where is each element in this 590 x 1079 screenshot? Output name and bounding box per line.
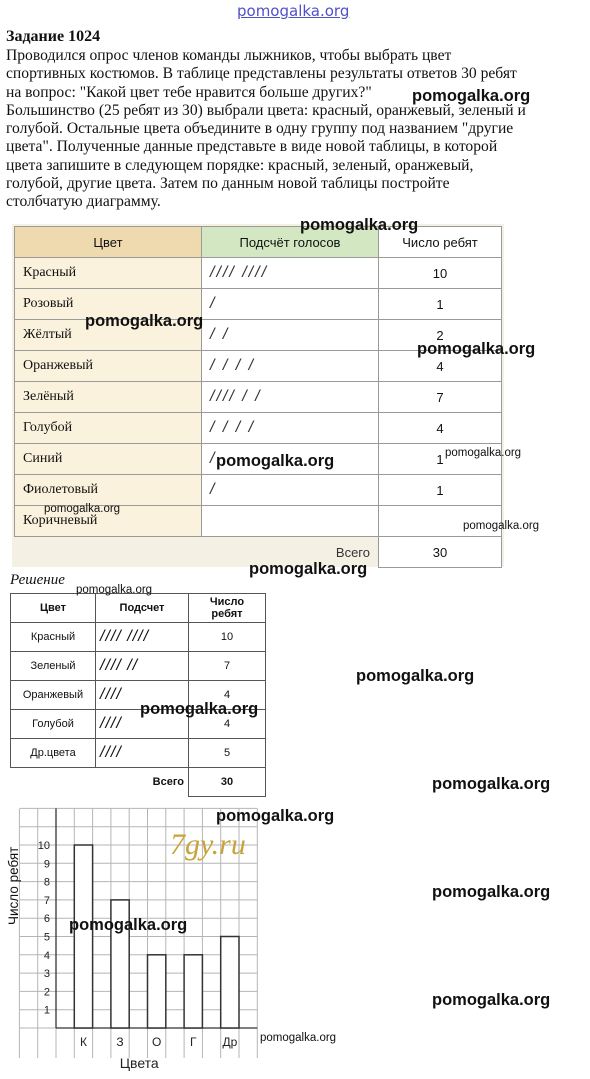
watermark: pomogalka.org	[432, 775, 551, 793]
row-tally: / /	[202, 320, 379, 351]
row-tally: ////	[96, 710, 189, 739]
row-count: 1	[379, 475, 502, 506]
watermark-small: pomogalka.org	[463, 520, 540, 532]
watermark: pomogalka.org	[356, 667, 475, 685]
table-row	[15, 258, 502, 289]
chart-xlabel: Цвета	[119, 1055, 159, 1071]
row-color: Красный	[11, 623, 96, 652]
x-tick-label: Г	[190, 1035, 197, 1049]
y-tick-label: 4	[43, 949, 50, 962]
bar	[148, 955, 166, 1028]
table-row	[11, 623, 266, 652]
watermark: pomogalka.org	[140, 700, 259, 718]
task-title: Задание 1024	[6, 28, 101, 45]
watermark: pomogalka.org	[417, 340, 536, 358]
row-count: 7	[189, 652, 266, 681]
header-tally: Подсчет	[96, 594, 189, 623]
row-color: Др.цвета	[11, 739, 96, 768]
x-tick-label: К	[79, 1035, 87, 1049]
watermark: pomogalka.org	[249, 560, 368, 578]
watermark: pomogalka.org	[412, 87, 531, 105]
chart-ylabel: Число ребят	[6, 846, 21, 925]
total-value: 30	[189, 768, 266, 797]
row-color: Розовый	[15, 289, 202, 320]
7gy-logo: 7gy.ru	[170, 828, 246, 861]
table-header-row	[15, 227, 502, 258]
x-tick-label: О	[151, 1035, 162, 1049]
total-label: Всего	[152, 776, 184, 789]
row-tally: /	[202, 444, 379, 475]
row-tally: / / / /	[202, 351, 379, 382]
row-count: 4	[189, 710, 266, 739]
y-tick-label: 1	[43, 1004, 50, 1017]
table-row	[15, 382, 502, 413]
x-tick-label: Др	[222, 1035, 238, 1049]
task-line: Большинство (25 ребят из 30) выбрали цвета: красный, оранжевый, зеленый и	[6, 101, 526, 119]
solution-table-wrap	[10, 593, 266, 797]
row-count: 1	[379, 444, 502, 475]
y-tick-label: 9	[43, 858, 50, 871]
table-row	[11, 739, 266, 768]
y-tick-label: 7	[43, 894, 50, 907]
row-tally: //// ////	[96, 623, 189, 652]
row-count: 10	[379, 258, 502, 289]
row-tally: //// //	[96, 652, 189, 681]
row-color: Жёлтый	[15, 320, 202, 351]
watermark: pomogalka.org	[69, 916, 188, 934]
header-color: Цвет	[11, 594, 96, 623]
task-line: цвета запишите в следующем порядке: красный, зеленый, оранжевый,	[6, 156, 474, 174]
task-line: столбчатую диаграмму.	[6, 193, 161, 211]
row-tally: / / / /	[202, 413, 379, 444]
survey-table-image	[12, 224, 504, 567]
task-line: голубой. Остальные цвета объедините в одну группу под названием "другие	[6, 120, 514, 138]
table-row	[15, 413, 502, 444]
watermark: pomogalka.org	[85, 312, 204, 330]
solution-table	[10, 593, 266, 797]
row-color: Голубой	[15, 413, 202, 444]
row-count: 10	[189, 623, 266, 652]
row-color: Красный	[15, 258, 202, 289]
row-count: 4	[379, 413, 502, 444]
task-line: спортивных костюмов. В таблице представлены результаты ответов 30 ребят	[6, 65, 517, 83]
bar	[221, 937, 239, 1029]
y-tick-label: 5	[43, 931, 50, 944]
watermark-small: pomogalka.org	[76, 584, 153, 596]
total-value: 30	[379, 537, 502, 568]
watermark: pomogalka.org	[216, 452, 335, 470]
watermark: pomogalka.org	[432, 991, 551, 1009]
task-line: на вопрос: "Какой цвет тебе нравится больше других?"	[6, 83, 372, 101]
task-line: голубой, другие цвета. Затем по данным новой таблицы постройте	[6, 175, 450, 193]
row-count: 2	[379, 320, 502, 351]
total-label: Всего	[335, 544, 370, 560]
watermark-small: pomogalka.org	[44, 503, 121, 515]
blank-cell	[11, 768, 96, 797]
row-color: Зелёный	[15, 382, 202, 413]
table-row	[15, 475, 502, 506]
table-total-row	[11, 768, 266, 797]
row-color: Фиолетовый	[15, 475, 202, 506]
table-header-row	[11, 594, 266, 623]
watermark: pomogalka.org	[216, 807, 335, 825]
row-color: Коричневый	[15, 506, 202, 537]
survey-table	[14, 226, 502, 568]
watermark-small: pomogalka.org	[445, 447, 522, 459]
y-tick-label: 6	[43, 913, 50, 926]
bar	[74, 845, 92, 1028]
row-color: Синий	[15, 444, 202, 475]
watermark-small: pomogalka.org	[260, 1032, 337, 1044]
row-tally: /	[202, 475, 379, 506]
table-row	[11, 652, 266, 681]
task-line: Проводился опрос членов команды лыжников, чтобы выбрать цвет	[6, 47, 452, 64]
blank-cell	[15, 537, 202, 568]
watermark: pomogalka.org	[300, 216, 419, 234]
y-tick-label: 2	[43, 986, 50, 999]
y-tick-label: 10	[37, 840, 50, 852]
row-count: 4	[189, 681, 266, 710]
header-tally: Подсчёт голосов	[202, 227, 379, 258]
row-tally: ////	[96, 681, 189, 710]
task-line: цвета". Полученные данные представьте в виде новой таблицы, в которой	[6, 138, 498, 156]
y-tick-label: 8	[43, 876, 50, 889]
row-color: Зеленый	[11, 652, 96, 681]
x-tick-label: З	[116, 1035, 124, 1049]
row-color: Оранжевый	[15, 351, 202, 382]
task-text	[6, 47, 586, 212]
site-link-top[interactable]: pomogalka.org	[237, 2, 350, 20]
row-tally: /	[202, 289, 379, 320]
row-color: Голубой	[11, 710, 96, 739]
header-color: Цвет	[15, 227, 202, 258]
header-count: Число ребят	[379, 227, 502, 258]
row-count: 1	[379, 289, 502, 320]
bar	[184, 955, 202, 1028]
row-tally: ////	[96, 739, 189, 768]
row-tally: //// / /	[202, 382, 379, 413]
row-tally	[202, 506, 379, 537]
row-color: Оранжевый	[11, 681, 96, 710]
row-tally: //// ////	[202, 258, 379, 289]
row-count: 4	[379, 351, 502, 382]
row-count: 5	[189, 739, 266, 768]
solution-label: Решение	[10, 572, 65, 588]
header-count: Число ребят	[189, 594, 266, 623]
watermark: pomogalka.org	[432, 883, 551, 901]
row-count: 7	[379, 382, 502, 413]
y-tick-label: 3	[43, 968, 50, 981]
